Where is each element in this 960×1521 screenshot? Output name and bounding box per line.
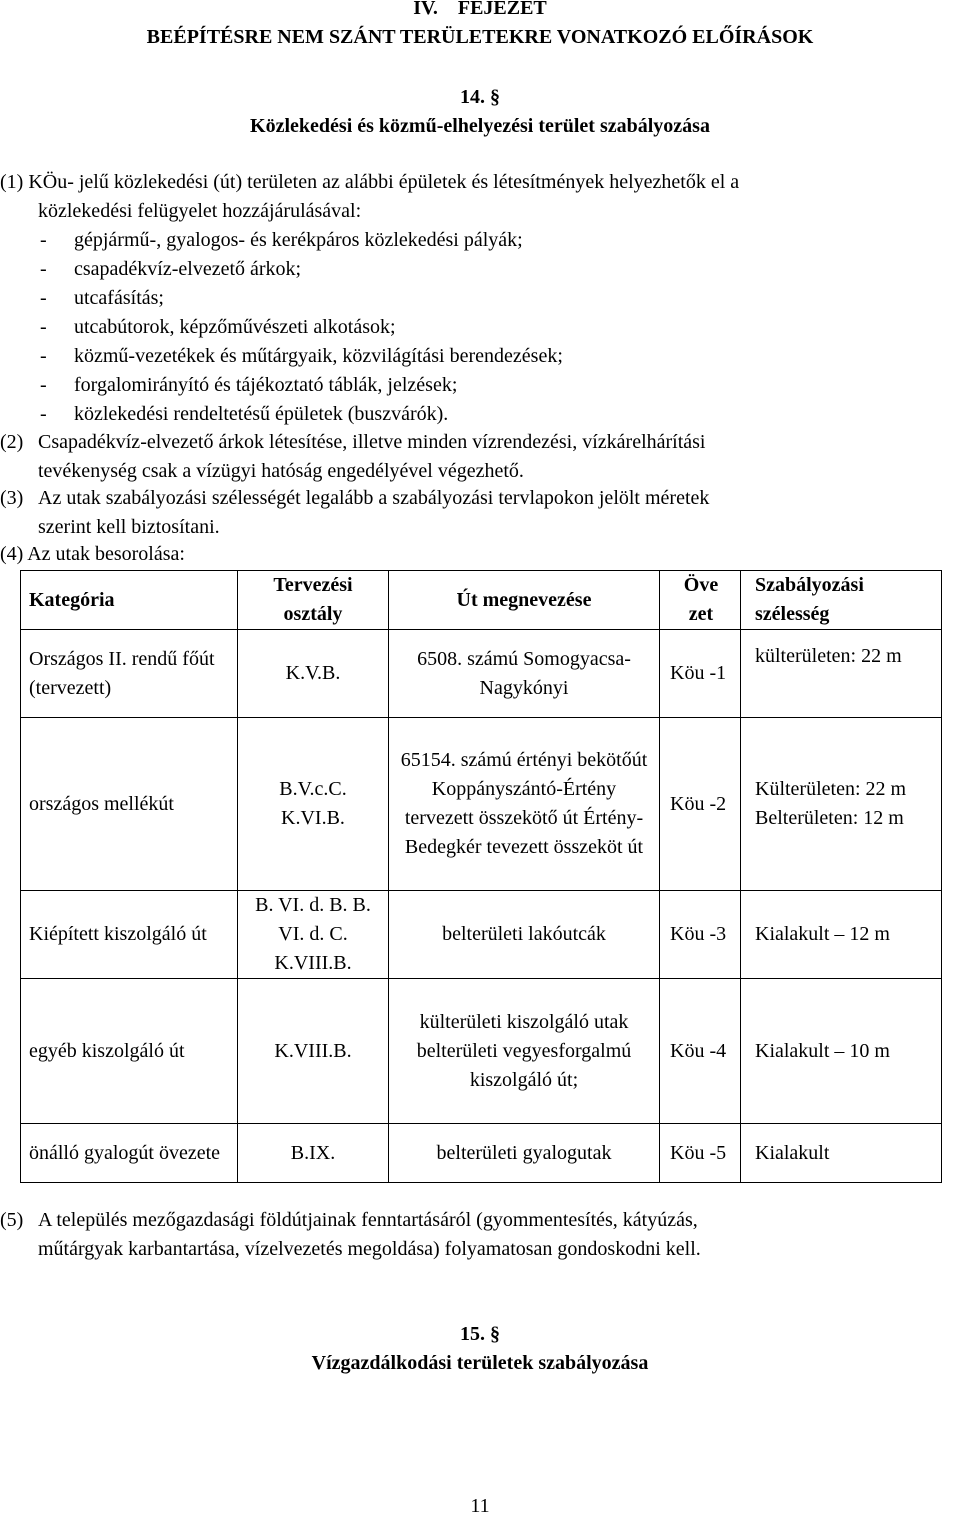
paragraph-3 [0, 484, 945, 542]
paragraph-2 [0, 428, 945, 486]
paragraph-1-label: (1) [0, 171, 24, 193]
section-14-title: Közlekedési és közmű-elhelyezési terület szabályozása [250, 115, 710, 137]
paragraph-5-label: (5) [0, 1209, 24, 1231]
paragraph-3-label: (3) [0, 487, 24, 509]
cell-zone: Köu -2 [660, 718, 741, 891]
table-row [21, 891, 942, 979]
cell-zone: Köu -1 [660, 630, 741, 718]
cell-category: egyéb kiszolgáló út [21, 979, 238, 1124]
section-15-number: 15. § [460, 1323, 500, 1345]
table-header-row [21, 571, 942, 630]
table-row [21, 718, 942, 891]
list-item: - csapadékvíz-elvezető árkok; [40, 258, 302, 280]
cell-design-class: K.V.B. [238, 630, 389, 718]
cell-road-name: 6508. számú Somogyacsa- Nagykónyi [389, 630, 660, 718]
cell-zone: Köu -3 [660, 891, 741, 979]
paragraph-5-line-2: műtárgyak karbantartása, vízelvezetés megoldása) folyamatosan gondoskodni kell. [38, 1238, 701, 1260]
cell-zone: Köu -5 [660, 1124, 741, 1183]
paragraph-3-line-1: Az utak szabályozási szélességét legalább a szabályozási tervlapokon jelölt méretek [38, 487, 710, 509]
header-regulation-width: Szabályozási szélesség [741, 571, 942, 630]
cell-regulation-width: külterületen: 22 m [741, 630, 942, 718]
cell-design-class: K.VIII.B. [238, 979, 389, 1124]
page-number: 11 [470, 1495, 490, 1517]
list-item: - közmű-vezetékek és műtárgyaik, közvilágítási berendezések; [40, 345, 563, 367]
paragraph-2-line-1: Csapadékvíz-elvezető árkok létesítése, illetve minden vízrendezési, vízkárelhárítási [38, 431, 706, 453]
paragraph-4: (4) Az utak besorolása: [0, 543, 185, 565]
cell-category: önálló gyalogút övezete [21, 1124, 238, 1183]
header-category: Kategória [21, 571, 238, 630]
cell-regulation-width: Külterületen: 22 m Belterületen: 12 m [741, 718, 942, 891]
header-design-class: Tervezési osztály [238, 571, 389, 630]
header-zone: Öve zet [660, 571, 741, 630]
header-road-name: Út megnevezése [389, 571, 660, 630]
cell-road-name: belterületi gyalogutak [389, 1124, 660, 1183]
cell-category: Országos II. rendű főút (tervezett) [21, 630, 238, 718]
section-15-title: Vízgazdálkodási területek szabályozása [311, 1352, 649, 1374]
list-item: - gépjármű-, gyalogos- és kerékpáros közlekedési pályák; [40, 229, 523, 251]
cell-road-name: külterületi kiszolgáló utak belterületi vegyesforgalmú kiszolgáló út; [389, 979, 660, 1124]
table-row [21, 630, 942, 718]
list-item: - utcafásítás; [40, 287, 164, 309]
cell-road-name: belterületi lakóutcák [389, 891, 660, 979]
paragraph-1-line-1: KÖu- jelű közlekedési (út) területen az alábbi épületek és létesítmények helyezhetők el a [28, 171, 740, 193]
chapter-heading [0, 0, 960, 23]
chapter-title: FEJEZET [457, 0, 547, 19]
cell-zone: Köu -4 [660, 979, 741, 1124]
chapter-subtitle: BEÉPÍTÉSRE NEM SZÁNT TERÜLETEKRE VONATKOZÓ ELŐÍRÁSOK [146, 26, 814, 48]
section-14-number: 14. § [460, 86, 500, 108]
paragraph-2-line-2: tevékenység csak a vízügyi hatóság engedélyével végezhető. [38, 460, 524, 482]
table-row [21, 1124, 942, 1183]
road-classification-table [20, 570, 942, 1183]
list-item: - közlekedési rendeltetésű épületek (buszvárók). [40, 403, 449, 425]
cell-design-class: B.V.c.C. K.VI.B. [238, 718, 389, 891]
cell-category: országos mellékút [21, 718, 238, 891]
cell-design-class: B. VI. d. B. B. VI. d. C. K.VIII.B. [238, 891, 389, 979]
chapter-number: IV. [413, 0, 438, 19]
paragraph-1 [0, 168, 945, 226]
cell-road-name: 65154. számú értényi bekötőút Koppányszántó-Értény tervezett összekötő út Értény-Bedegkér tevezett összeköt út [389, 718, 660, 891]
cell-design-class: B.IX. [238, 1124, 389, 1183]
list-item: - utcabútorok, képzőművészeti alkotások; [40, 316, 396, 338]
paragraph-5-line-1: A település mezőgazdasági földútjainak fenntartásáról (gyommentesítés, kátyúzás, [38, 1209, 698, 1231]
cell-regulation-width: Kialakult – 12 m [741, 891, 942, 979]
paragraph-3-line-2: szerint kell biztosítani. [38, 516, 220, 538]
cell-regulation-width: Kialakult – 10 m [741, 979, 942, 1124]
list-item: - forgalomirányító és tájékoztató táblák, jelzések; [40, 374, 458, 396]
paragraph-5 [0, 1206, 945, 1264]
table-row [21, 979, 942, 1124]
cell-regulation-width: Kialakult [741, 1124, 942, 1183]
cell-category: Kiépített kiszolgáló út [21, 891, 238, 979]
paragraph-2-label: (2) [0, 431, 24, 453]
paragraph-1-line-2: közlekedési felügyelet hozzájárulásával: [38, 200, 362, 222]
